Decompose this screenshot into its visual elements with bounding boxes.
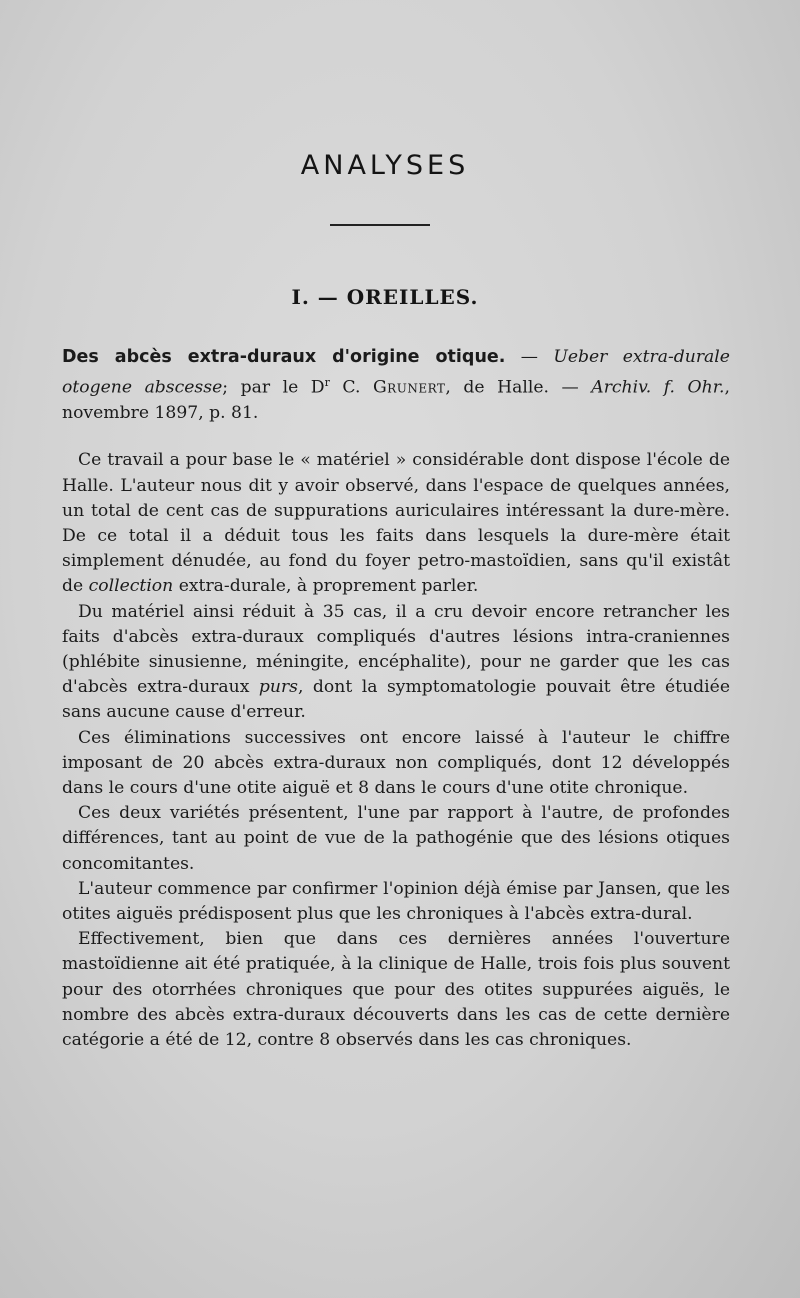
author-city: , de Halle. — (445, 377, 592, 398)
paragraph-5: L'auteur commence par confirmer l'opinion déjà émise par Jansen, que les otites aiguës prédisposent plus que les chroniques à l'abcès extra-dural. (62, 878, 730, 924)
page-heading: ANALYSES (300, 150, 470, 181)
journal-name: Archiv. f. Ohr. (591, 377, 725, 398)
doctor-superscript: r (324, 376, 330, 390)
author-name: Grunert (372, 377, 446, 398)
paragraph-2-text: Du matériel ainsi réduit à 35 cas, il a cru devoir encore retrancher les faits d'abcès extra-duraux compliqués d'autres lésions intra-craniennes (phlébite sinusienne, méningite, encéphalite), pour ne garder que les cas d'abcès extra-duraux (62, 601, 730, 698)
paragraph-2-end: , dont la symptomatologie pouvait être étudiée sans aucune cause d'erreur. (62, 677, 730, 723)
paragraph-1-emphasis: collection (88, 576, 174, 597)
heading-divider (330, 224, 430, 226)
article-header (62, 345, 730, 426)
original-title: Ueber extra-durale otogene abscesse (62, 347, 730, 398)
journal-date-page: , novembre 1897, p. 81. (62, 377, 730, 424)
paragraph-1-text: Ce travail a pour base le « matériel » considérable dont dispose l'école de Halle. L'auteur nous dit y avoir observé, dans l'espace de quelques années, un total de cent cas de suppurations auriculaires intéressant la dure-mère. De ce total il a déduit tous les faits dans lesquels la dure-mère était simplement dénudée, au fond du foyer petro-mastoïdien, sans qu'il existât de (62, 450, 730, 597)
section-title: I. — OREILLES. (291, 285, 479, 309)
paragraph-2 (62, 600, 730, 726)
article-title: Des abcès extra-duraux d'origine otique. (62, 347, 506, 367)
paragraph-6: Effectivement, bien que dans ces dernières années l'ouverture mastoïdienne ait été pratiquée, à la clinique de Halle, trois fois plus souvent pour des otorrhées chroniques que pour des otites suppurées aiguës, le nombre des abcès extra-duraux découverts dans les cas de cette dernière catégorie a été de 12, contre 8 observés dans les cas chroniques. (62, 929, 730, 1051)
paragraph-1-end: extra-durale, à proprement parler. (173, 576, 479, 597)
paragraph-2-emphasis: purs (258, 677, 298, 698)
title-separator: — (505, 347, 554, 367)
article-body (62, 345, 730, 1053)
paragraph-4: Ces deux variétés présentent, l'une par rapport à l'autre, de profondes différences, tant au point de vue de la pathogénie que des lésions otiques concomitantes. (62, 803, 730, 874)
paragraph-1 (62, 448, 730, 599)
author-initial: C. (329, 377, 373, 398)
paragraph-3: Ces éliminations successives ont encore laissé à l'auteur le chiffre imposant de 20 abcès extra-duraux non compliqués, dont 12 développés dans le cours d'une otite aiguë et 8 dans le cours d'une otite chronique. (62, 727, 730, 798)
author-prefix: ; par le D (222, 377, 325, 398)
